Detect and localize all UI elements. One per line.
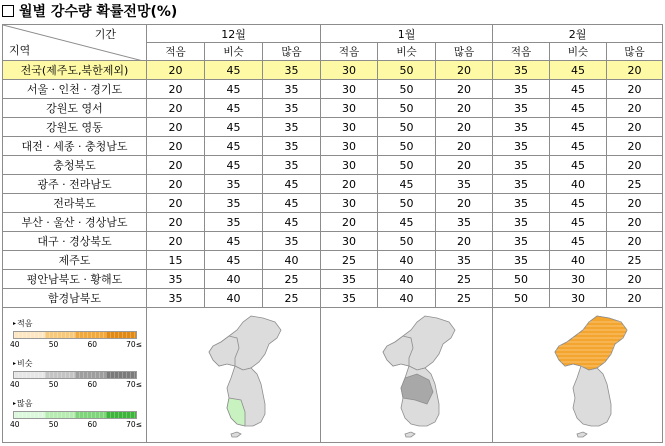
probability-cell: 50: [378, 61, 436, 80]
probability-cell: 20: [436, 194, 493, 213]
probability-cell: 50: [378, 80, 436, 99]
region-label: 지역: [9, 44, 31, 57]
legend-swatch: [45, 412, 76, 418]
region-name: 대전 · 세종 · 충청남도: [3, 137, 147, 156]
probability-cell: 45: [205, 251, 263, 270]
legend-tick-label: 40: [10, 420, 20, 429]
legend-tick-label: 60: [87, 380, 97, 389]
month-header: 1월: [321, 25, 493, 43]
probability-cell: 40: [378, 289, 436, 308]
probability-cell: 45: [378, 213, 436, 232]
region-name: 강원도 영서: [3, 99, 147, 118]
probability-cell: 20: [147, 137, 205, 156]
probability-cell: 30: [550, 289, 607, 308]
probability-cell: 20: [436, 99, 493, 118]
period-label: 기간: [94, 28, 116, 41]
probability-cell: 25: [436, 270, 493, 289]
probability-cell: 40: [205, 270, 263, 289]
map-cell: [493, 308, 663, 443]
legend-tick-label: 40: [10, 340, 20, 349]
header-corner: [3, 25, 147, 61]
probability-cell: 50: [493, 289, 550, 308]
probability-cell: 45: [205, 80, 263, 99]
region-name: 광주 · 전라남도: [3, 175, 147, 194]
probability-cell: 20: [607, 213, 663, 232]
legend-ticks: [10, 420, 142, 429]
probability-cell: 20: [607, 61, 663, 80]
probability-cell: 45: [550, 99, 607, 118]
checkbox-icon: [2, 5, 14, 17]
category-header: 적음: [147, 43, 205, 61]
category-header: 비슷: [550, 43, 607, 61]
legend-swatch: [14, 332, 45, 338]
south-korea-region: [573, 366, 611, 426]
legend-scale-label: 적음: [17, 319, 33, 328]
probability-cell: 20: [436, 137, 493, 156]
probability-cell: 45: [550, 232, 607, 251]
legend-scale-label: 많음: [17, 399, 33, 408]
legend-swatch: [106, 372, 137, 378]
legend-swatch: [106, 332, 137, 338]
month-header: 12월: [147, 25, 321, 43]
probability-cell: 30: [321, 137, 378, 156]
probability-cell: 25: [321, 251, 378, 270]
probability-cell: 35: [147, 289, 205, 308]
probability-cell: 35: [321, 289, 378, 308]
probability-cell: 45: [205, 99, 263, 118]
probability-cell: 35: [263, 99, 321, 118]
probability-cell: 50: [378, 118, 436, 137]
jeju-region: [231, 432, 241, 437]
legend-scale: [10, 398, 143, 429]
legend-scale: [10, 358, 143, 389]
probability-cell: 20: [147, 118, 205, 137]
probability-cell: 20: [607, 156, 663, 175]
probability-cell: 40: [378, 251, 436, 270]
probability-cell: 50: [493, 270, 550, 289]
probability-cell: 20: [436, 61, 493, 80]
legend-swatch: [75, 332, 106, 338]
legend: [3, 308, 146, 442]
page-title: [2, 1, 177, 21]
probability-cell: 35: [263, 137, 321, 156]
region-name: 평안남북도 · 황해도: [3, 270, 147, 289]
forecast-table: [2, 24, 663, 443]
probability-cell: 45: [550, 156, 607, 175]
probability-cell: 30: [321, 232, 378, 251]
probability-cell: 35: [263, 80, 321, 99]
probability-cell: 45: [205, 118, 263, 137]
probability-cell: 30: [321, 61, 378, 80]
region-name: 함경남북도: [3, 289, 147, 308]
probability-cell: 20: [436, 156, 493, 175]
probability-cell: 45: [263, 194, 321, 213]
probability-cell: 45: [263, 175, 321, 194]
probability-cell: 35: [263, 232, 321, 251]
probability-cell: 35: [493, 99, 550, 118]
category-header: 비슷: [378, 43, 436, 61]
probability-cell: 20: [321, 213, 378, 232]
region-name: 충청북도: [3, 156, 147, 175]
legend-swatch: [75, 412, 106, 418]
probability-cell: 35: [493, 61, 550, 80]
legend-swatch: [45, 332, 76, 338]
probability-cell: 45: [550, 194, 607, 213]
category-header: 비슷: [205, 43, 263, 61]
legend-swatch: [45, 372, 76, 378]
probability-cell: 45: [378, 175, 436, 194]
region-name: 강원도 영동: [3, 118, 147, 137]
table-row: [3, 118, 663, 137]
page-title-text: 월별 강수량 확률전망(%): [19, 4, 178, 20]
probability-cell: 20: [607, 80, 663, 99]
probability-cell: 20: [436, 80, 493, 99]
probability-cell: 40: [205, 289, 263, 308]
probability-cell: 20: [607, 137, 663, 156]
probability-cell: 40: [263, 251, 321, 270]
korea-map: [493, 308, 663, 442]
probability-cell: 20: [147, 213, 205, 232]
triangle-icon: ▸: [13, 360, 17, 367]
legend-cell: [3, 308, 147, 443]
probability-cell: 35: [321, 270, 378, 289]
probability-cell: 45: [550, 213, 607, 232]
legend-ticks: [10, 380, 142, 389]
probability-cell: 50: [378, 137, 436, 156]
probability-cell: 20: [321, 175, 378, 194]
korea-map: [321, 308, 493, 442]
probability-cell: 35: [436, 213, 493, 232]
category-header: 많음: [607, 43, 663, 61]
table-row: [3, 289, 663, 308]
legend-swatch: [106, 412, 137, 418]
probability-cell: 25: [263, 270, 321, 289]
probability-cell: 45: [550, 61, 607, 80]
table-row: [3, 156, 663, 175]
probability-cell: 20: [607, 99, 663, 118]
table-row: [3, 99, 663, 118]
legend-tick-label: 70≤: [126, 380, 142, 389]
category-header: 많음: [263, 43, 321, 61]
probability-cell: 35: [493, 194, 550, 213]
probability-cell: 40: [378, 270, 436, 289]
probability-cell: 30: [321, 80, 378, 99]
legend-swatch: [14, 412, 45, 418]
probability-cell: 35: [436, 251, 493, 270]
probability-cell: 45: [205, 156, 263, 175]
probability-cell: 20: [607, 270, 663, 289]
probability-cell: 30: [321, 156, 378, 175]
probability-cell: 40: [550, 175, 607, 194]
korea-map: [147, 308, 319, 442]
legend-scale-label: 비슷: [17, 359, 33, 368]
north-korea-west-region: [209, 336, 239, 366]
probability-cell: 15: [147, 251, 205, 270]
jeju-region: [577, 432, 587, 437]
probability-cell: 20: [147, 156, 205, 175]
probability-cell: 35: [493, 213, 550, 232]
legend-tick-label: 70≤: [126, 420, 142, 429]
probability-cell: 20: [147, 80, 205, 99]
probability-cell: 35: [263, 156, 321, 175]
probability-cell: 35: [493, 80, 550, 99]
triangle-icon: ▸: [13, 320, 17, 327]
probability-cell: 20: [607, 118, 663, 137]
legend-tick-label: 40: [10, 380, 20, 389]
probability-cell: 50: [378, 194, 436, 213]
probability-cell: 20: [436, 232, 493, 251]
probability-cell: 35: [263, 118, 321, 137]
probability-cell: 25: [607, 251, 663, 270]
month-header: 2월: [493, 25, 663, 43]
probability-cell: 35: [493, 175, 550, 194]
probability-cell: 50: [378, 156, 436, 175]
probability-cell: 35: [205, 213, 263, 232]
probability-cell: 45: [263, 213, 321, 232]
probability-cell: 20: [147, 175, 205, 194]
probability-cell: 45: [205, 232, 263, 251]
map-cell: [147, 308, 321, 443]
table-row: [3, 175, 663, 194]
probability-cell: 30: [321, 194, 378, 213]
probability-cell: 35: [205, 175, 263, 194]
legend-scale: [10, 318, 143, 349]
category-header: 적음: [321, 43, 378, 61]
legend-ticks: [10, 340, 142, 349]
probability-cell: 45: [205, 137, 263, 156]
probability-cell: 45: [550, 80, 607, 99]
probability-cell: 25: [263, 289, 321, 308]
probability-cell: 50: [378, 232, 436, 251]
probability-cell: 30: [550, 270, 607, 289]
region-name: 서울 · 인천 · 경기도: [3, 80, 147, 99]
table-row: [3, 270, 663, 289]
probability-cell: 20: [607, 289, 663, 308]
probability-cell: 20: [147, 232, 205, 251]
probability-cell: 20: [147, 61, 205, 80]
legend-color-bar: [13, 331, 137, 339]
table-row: [3, 213, 663, 232]
table-row: [3, 251, 663, 270]
table-row: [3, 232, 663, 251]
probability-cell: 35: [493, 232, 550, 251]
probability-cell: 35: [205, 194, 263, 213]
probability-cell: 35: [493, 137, 550, 156]
probability-cell: 25: [436, 289, 493, 308]
map-cell: [321, 308, 493, 443]
category-header: 적음: [493, 43, 550, 61]
legend-tick-label: 50: [48, 380, 59, 389]
region-name: 전라북도: [3, 194, 147, 213]
probability-cell: 20: [147, 194, 205, 213]
table-row: [3, 80, 663, 99]
probability-cell: 45: [205, 61, 263, 80]
legend-tick-label: 50: [48, 340, 59, 349]
region-name: 전국(제주도,북한제외): [3, 61, 147, 80]
table-row: [3, 61, 663, 80]
table-row: [3, 137, 663, 156]
probability-cell: 35: [263, 61, 321, 80]
region-name: 부산 · 울산 · 경상남도: [3, 213, 147, 232]
probability-cell: 35: [147, 270, 205, 289]
legend-scale-name: [13, 318, 143, 329]
legend-scale-name: [13, 358, 143, 369]
table-row: [3, 194, 663, 213]
probability-cell: 25: [607, 175, 663, 194]
legend-swatch: [75, 372, 106, 378]
probability-cell: 30: [321, 99, 378, 118]
triangle-icon: ▸: [13, 400, 17, 407]
jeju-region: [405, 432, 415, 437]
legend-tick-label: 60: [87, 420, 97, 429]
probability-cell: 20: [147, 99, 205, 118]
probability-cell: 50: [378, 99, 436, 118]
legend-color-bar: [13, 411, 137, 419]
probability-cell: 45: [550, 137, 607, 156]
probability-cell: 40: [550, 251, 607, 270]
legend-scale-name: [13, 398, 143, 409]
probability-cell: 20: [607, 232, 663, 251]
probability-cell: 45: [550, 118, 607, 137]
legend-swatch: [14, 372, 45, 378]
probability-cell: 20: [607, 194, 663, 213]
region-name: 대구 · 경상북도: [3, 232, 147, 251]
probability-cell: 35: [493, 118, 550, 137]
probability-cell: 20: [436, 118, 493, 137]
probability-cell: 30: [321, 118, 378, 137]
north-korea-west-region: [383, 336, 413, 366]
region-name: 제주도: [3, 251, 147, 270]
category-header: 많음: [436, 43, 493, 61]
probability-cell: 35: [493, 156, 550, 175]
legend-tick-label: 50: [48, 420, 59, 429]
maps-row: [3, 308, 663, 443]
probability-cell: 35: [436, 175, 493, 194]
probability-cell: 35: [493, 251, 550, 270]
legend-tick-label: 60: [87, 340, 97, 349]
legend-tick-label: 70≤: [126, 340, 142, 349]
legend-color-bar: [13, 371, 137, 379]
